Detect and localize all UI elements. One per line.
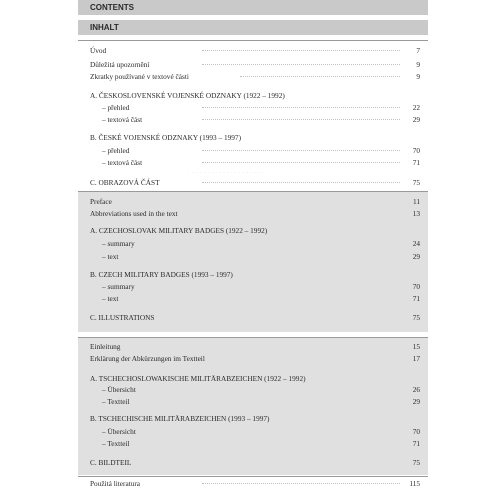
toc-entry-title: – Textteil [102,439,130,448]
toc-entry[interactable] [90,208,420,219]
toc-entry-title: Preface [90,197,112,206]
toc-entry-title: Použitá literatura [90,479,141,488]
toc-entry-title: – Textteil [102,397,130,406]
toc-entry-title: B. CZECH MILITARY BADGES (1993 – 1997) [90,270,233,279]
toc-page-number: 26 [412,385,420,394]
toc-entry-title: – text [102,252,119,261]
divider [78,476,428,477]
toc-entry[interactable] [90,251,420,262]
toc-page-number: 71 [412,158,420,167]
toc-page-number: 70 [412,282,420,291]
toc-entry[interactable] [90,396,420,407]
toc-entry[interactable] [90,384,420,395]
toc-entry-title: – textová část [102,158,143,167]
toc-entry-bibliography[interactable] [90,478,420,489]
toc-entry[interactable] [90,157,420,168]
toc-section-heading[interactable] [90,132,420,143]
toc-page-number: 115 [409,479,420,488]
toc-entry-title: Abbreviations used in the text [90,209,178,218]
toc-entry[interactable] [90,438,420,449]
toc-entry[interactable] [90,238,420,249]
toc-page-number: 75 [412,458,420,467]
toc-entry[interactable] [90,426,420,437]
toc-entry[interactable] [90,114,420,125]
toc-section-heading[interactable] [90,90,420,101]
toc-page-number: 71 [412,439,420,448]
toc-entry-title: – přehled [102,146,130,155]
contents-header: CONTENTS [78,0,428,15]
toc-page-number: 22 [412,103,420,112]
toc-page-number: 29 [412,115,420,124]
toc-page-number: 24 [412,239,420,248]
toc-entry-title: Důležitá upozornění [90,60,150,69]
toc-entry[interactable] [90,353,420,364]
toc-entry-title: A. CZECHOSLOVAK MILITARY BADGES (1922 – 1992) [90,226,268,235]
divider [78,337,428,338]
toc-entry[interactable] [90,457,420,468]
toc-entry[interactable] [90,281,420,292]
toc-entry-title: – summary [102,282,135,291]
toc-entry-title: A. TSCHECHOSLOWAKISCHE MILITÄRABZEICHEN (1922 – 1992) [90,374,306,383]
bleed-through-text: . . . . . . . . . . . . . . . . . . . . . [188,168,268,175]
toc-entry-title: A. ČESKOSLOVENSKÉ VOJENSKÉ ODZNAKY (1922 – 1992) [90,91,285,100]
table-of-contents [78,0,428,500]
toc-entry[interactable] [90,177,420,188]
toc-page-number: 29 [412,397,420,406]
toc-page-number: 29 [412,252,420,261]
toc-page-number: 7 [416,46,420,55]
toc-entry[interactable] [90,312,420,323]
toc-page-number: 15 [412,342,420,351]
toc-page-number: 70 [412,146,420,155]
toc-entry-title: B. ČESKÉ VOJENSKÉ ODZNAKY (1993 – 1997) [90,133,242,142]
toc-section-heading[interactable] [90,373,420,384]
toc-entry-title: – Übersicht [102,385,136,394]
toc-entry-title: – Übersicht [102,427,136,436]
toc-entry-title: Úvod [90,46,107,55]
divider [78,40,428,41]
toc-page-number: 13 [412,209,420,218]
toc-entry-title: Einleitung [90,342,121,351]
toc-entry[interactable] [90,71,420,82]
toc-entry[interactable] [90,145,420,156]
toc-page-number: 75 [412,178,420,187]
toc-entry-title: Zkratky používané v textové části [90,72,189,81]
toc-page-number: 9 [416,72,420,81]
inhalt-header: INHALT [78,20,428,35]
toc-section-heading[interactable] [90,413,420,424]
toc-section-heading[interactable] [90,225,420,236]
toc-entry[interactable] [90,45,420,56]
toc-entry-title: – summary [102,239,135,248]
toc-entry-title: C. OBRAZOVÁ ČÁST [90,178,160,187]
toc-entry-title: C. BILDTEIL [90,458,132,467]
toc-entry-title: – text [102,294,119,303]
toc-entry-title: – přehled [102,103,130,112]
toc-entry[interactable] [90,341,420,352]
toc-page-number: 71 [412,294,420,303]
toc-entry[interactable] [90,196,420,207]
toc-page-number: 70 [412,427,420,436]
toc-entry[interactable] [90,59,420,70]
toc-entry-title: – textová část [102,115,143,124]
toc-page-number: 11 [412,197,420,206]
toc-entry-title: Erklärung der Abkürzungen im Textteil [90,354,205,363]
toc-entry-title: C. ILLUSTRATIONS [90,313,155,322]
toc-section-heading[interactable] [90,269,420,280]
toc-page-number: 75 [412,313,420,322]
toc-entry[interactable] [90,102,420,113]
divider [78,191,428,192]
toc-page-number: 9 [416,60,420,69]
toc-entry[interactable] [90,293,420,304]
toc-page-number: 17 [412,354,420,363]
toc-entry-title: B. TSCHECHISCHE MILITÄRABZEICHEN (1993 – 1997) [90,414,270,423]
